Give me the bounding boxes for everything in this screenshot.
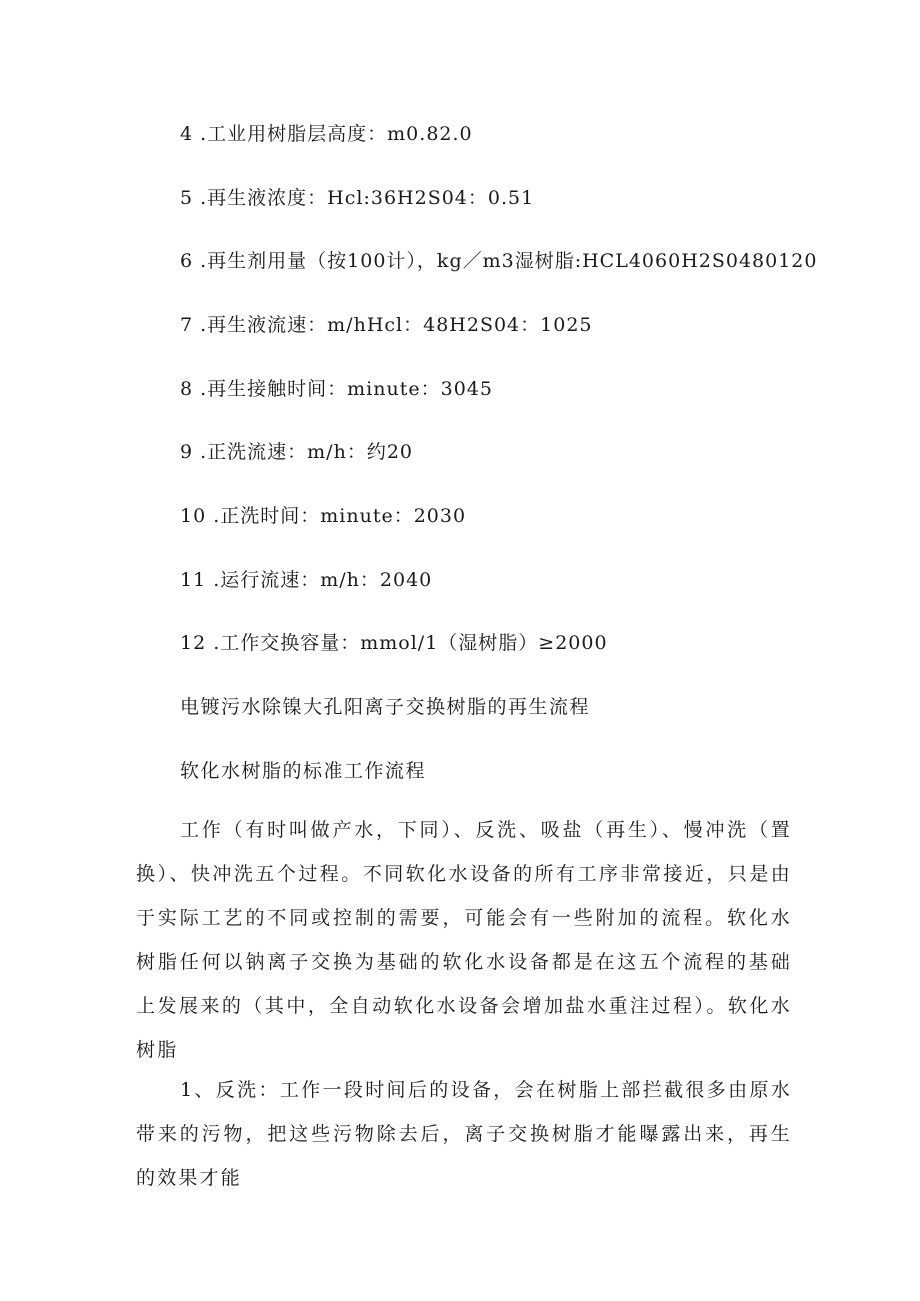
paragraph-workflow-overview: 工作（有时叫做产水，下同）、反洗、吸盐（再生）、慢冲洗（置换）、快冲洗五个过程。不同软化水设备的所有工序非常接近，只是由于实际工艺的不同或控制的需要，可能会有一些附加的流程。软化水树脂任何以钠离子交换为基础的软化水设备都是在这五个流程的基础上发展来的（其中，全自动软化水设备会增加盐水重注过程）。软化水树脂: [136, 819, 792, 1061]
spec-item-resin-height: 4 .工业用树脂层高度：m0.82.0: [180, 123, 473, 145]
section-heading-softener-workflow: 软化水树脂的标准工作流程: [180, 760, 427, 782]
spec-item-regenerant-dosage: 6 .再生剂用量（按100计），kg／m3湿树脂:HCL4060H2S0480120: [180, 250, 818, 272]
section-heading-regeneration: 电镀污水除镍大孔阳离子交换树脂的再生流程: [180, 696, 591, 718]
spec-item-contact-time: 8 .再生接触时间：minute：3045: [180, 378, 493, 400]
spec-item-rinse-time: 10 .正洗时间：minute：2030: [180, 505, 467, 527]
spec-item-rinse-flow-rate: 9 .正洗流速：m/h：约20: [180, 441, 413, 463]
spec-item-exchange-capacity: 12 .工作交换容量：mmol/1（湿树脂）≥2000: [180, 632, 608, 654]
spec-item-regenerant-flow-rate: 7 .再生液流速：m/hHcl：48H2S04：1025: [180, 314, 593, 336]
spec-item-regenerant-concentration: 5 .再生液浓度：Hcl:36H2S04：0.51: [180, 187, 535, 209]
spec-item-service-flow-rate: 11 .运行流速：m/h：2040: [180, 569, 433, 591]
paragraph-backwash: 1、反洗：工作一段时间后的设备，会在树脂上部拦截很多由原水带来的污物，把这些污物除去后，离子交换树脂才能曝露出来，再生的效果才能: [136, 1079, 792, 1189]
